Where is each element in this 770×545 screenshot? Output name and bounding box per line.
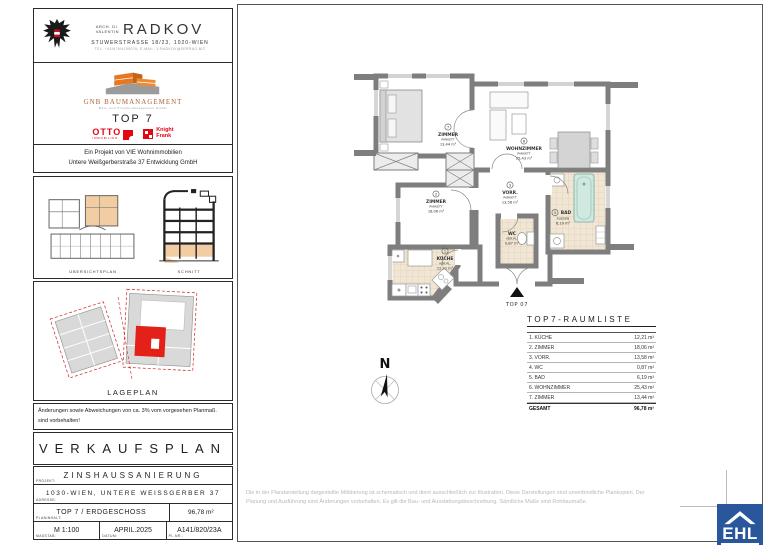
- architect-contact: TEL: +43/676/4190076, E-MAIL: V.RADKOV@SERRAG.BIZ: [94, 46, 206, 51]
- otto-immobilien-logo: [92, 128, 133, 140]
- svg-text:25,43 m²: 25,43 m²: [515, 156, 533, 161]
- adresse-label: ADRESSE:: [36, 497, 57, 502]
- raumliste-row: 7. ZIMMER 13,44 m²: [527, 393, 656, 403]
- bathtub-icon: [574, 174, 594, 222]
- north-label: N: [379, 357, 391, 372]
- gnb-title: GNB BAUMANAGEMENT: [83, 98, 183, 106]
- radiator-icon: [596, 226, 605, 244]
- project-line1: Ein Projekt von VIE Wohnimmobilien: [84, 149, 182, 156]
- svg-text:13,44 m²: 13,44 m²: [439, 142, 457, 147]
- raumliste-row: 3. VORR. 13,58 m²: [527, 353, 656, 363]
- knight-frank-line1: Knight: [156, 127, 174, 134]
- planinhalt-value: TOP 7 / ERDGESCHOSS: [56, 508, 147, 516]
- ehl-logo: [717, 504, 763, 545]
- titleblock-meta-row: [34, 522, 232, 539]
- overview-section-panel: [33, 176, 233, 279]
- svg-text:ZIMMER: ZIMMER: [438, 133, 458, 138]
- disclaimer-text: Die in der Plandarstellung dargestellte Möblierung ist schematisch und dient ausschließlich zur Illustration. Diese Darstellungen sind unverbindliche Plankopien. Der Planung und Ausführung sind Änderungen vorbehalten. Es gilt die Bau- und Ausstattungsbeschreibung. Sämtliche Maße sind Rohbaumaße.: [246, 490, 645, 505]
- svg-text:0,87 m²: 0,87 m²: [504, 241, 520, 246]
- raumliste-table: [527, 315, 656, 413]
- svg-text:FLIESEN: FLIESEN: [556, 216, 570, 221]
- svg-text:1: 1: [443, 249, 447, 254]
- floorplan-top7: [352, 48, 662, 318]
- heading-panel: [33, 432, 233, 465]
- svg-text:PARKETT: PARKETT: [503, 195, 517, 200]
- knight-frank-line2: Frank: [156, 133, 172, 139]
- titleblock-adresse-row: [34, 485, 232, 503]
- svg-text:6: 6: [522, 139, 526, 144]
- svg-text:5: 5: [553, 210, 557, 215]
- lageplan-label: LAGEPLAN: [107, 388, 159, 397]
- svg-text:ZIMMER: ZIMMER: [426, 200, 446, 205]
- project-line2: Untere Weißgerberstraße 37 Entwicklung GmbH: [68, 159, 198, 166]
- svg-text:WOHNZIMMER: WOHNZIMMER: [506, 147, 542, 152]
- projekt-label: PROJEKT:: [36, 479, 56, 484]
- projekt-value: ZINSHAUSSANIERUNG: [63, 471, 203, 481]
- crop-mark-horizontal: [680, 506, 718, 507]
- svg-text:3: 3: [508, 183, 512, 188]
- uebersichtsplan-thumbnail: [45, 193, 141, 267]
- raumliste-row: 6. WOHNZIMMER 25,43 m²: [527, 383, 656, 393]
- entrance-label: TOP 07: [505, 302, 529, 308]
- architect-firstname: VALENTIN: [95, 29, 119, 34]
- washing-machine-icon: [550, 234, 564, 248]
- svg-text:BAD: BAD: [560, 211, 572, 216]
- titleblock-planinhalt-row: [34, 504, 232, 522]
- architect-degree: ARCH. DI: [95, 23, 118, 29]
- svg-text:WC: WC: [507, 232, 517, 237]
- otto-square-icon: [123, 130, 133, 140]
- schnitt-label: SCHNITT: [177, 269, 201, 274]
- entrance-marker: [505, 287, 528, 308]
- logos-panel: [33, 62, 233, 145]
- raumliste-title: TOP7-RAUMLISTE: [527, 315, 656, 327]
- architect-name: RADKOV: [122, 20, 205, 38]
- svg-text:PARKETT: PARKETT: [429, 204, 443, 209]
- svg-text:6,19 m²: 6,19 m²: [555, 221, 571, 226]
- masstab-label: MASSTAB:: [36, 534, 57, 538]
- titleblock-panel: [33, 466, 233, 540]
- svg-text:13,58 m²: 13,58 m²: [501, 200, 519, 205]
- schnitt-thumbnail: [157, 187, 221, 267]
- plnr-value: A141/820/23A: [177, 526, 222, 534]
- svg-text:KÜCHE: KÜCHE: [436, 257, 454, 262]
- svg-text:12,21 m²: 12,21 m²: [436, 266, 454, 271]
- uebersichtsplan-label: ÜBERSICHTSPLAN: [69, 269, 117, 274]
- gnb-subtitle: Bau- und Projektmanagement GmbH: [99, 106, 167, 110]
- gnb-building-icon: [101, 67, 165, 97]
- raumliste-row: 5. BAD 6,19 m²: [527, 373, 656, 383]
- notice-line1: Änderungen sowie Abweichungen von ca. 3% vom vorgesehen Planmaß.: [38, 408, 217, 415]
- knight-frank-logo: [143, 128, 173, 140]
- raumliste-row: 1. KÜCHE 12,21 m²: [527, 333, 656, 343]
- planinhalt-label: PLANINHALT:: [36, 515, 62, 520]
- datum-label: DATUM:: [102, 534, 118, 538]
- notice-line2: sind vorbehalten!: [38, 417, 80, 424]
- titleblock-projekt-row: [34, 467, 232, 485]
- otto-wordmark: OTTO: [92, 127, 122, 137]
- svg-text:18,06 m²: 18,06 m²: [427, 209, 445, 214]
- raumliste-total-row: GESAMT 96,78 m²: [527, 403, 656, 413]
- austrian-eagle-icon: [42, 16, 72, 56]
- otto-subline: IMMOBILIEN: [92, 136, 119, 140]
- lageplan-panel: [33, 281, 233, 401]
- svg-text:PARKETT: PARKETT: [441, 137, 455, 142]
- north-compass-icon: [362, 356, 408, 412]
- notice-panel: [33, 403, 233, 430]
- architect-panel: [33, 8, 233, 63]
- bed-icon: [380, 81, 422, 151]
- ehl-wordmark: EHL: [722, 524, 758, 543]
- adresse-value: 1030-WIEN, UNTERE WEISSGERBER 37: [45, 490, 221, 498]
- ehl-roof-icon: [720, 507, 760, 525]
- plnr-label: PL.NR.:: [168, 534, 184, 538]
- datum-value: APRIL.2025: [114, 526, 152, 534]
- svg-text:7: 7: [446, 125, 450, 130]
- crop-mark-vertical: [726, 470, 727, 506]
- raumliste-row: 2. ZIMMER 18,06 m²: [527, 343, 656, 353]
- svg-text:2: 2: [434, 192, 438, 197]
- raumliste-row: 4. WC 0,87 m²: [527, 363, 656, 373]
- sheet-title: VERKAUFSPLAN: [38, 441, 228, 456]
- svg-text:VORR.: VORR.: [502, 191, 518, 196]
- architect-address: STUWERSTRASSE 18/23, 1020-WIEN: [91, 39, 209, 46]
- knight-frank-icon: [143, 129, 153, 139]
- masstab-value: M 1:100: [54, 526, 80, 534]
- svg-text:PARKETT: PARKETT: [517, 151, 531, 156]
- svg-text:KER.PL.: KER.PL.: [506, 236, 518, 241]
- project-note-panel: [33, 144, 233, 173]
- svg-text:KER.PL.: KER.PL.: [439, 261, 451, 266]
- lageplan-thumbnail: [40, 287, 226, 387]
- unit-label: TOP 7: [112, 113, 154, 125]
- flaeche-value: 96,78 m²: [187, 508, 214, 516]
